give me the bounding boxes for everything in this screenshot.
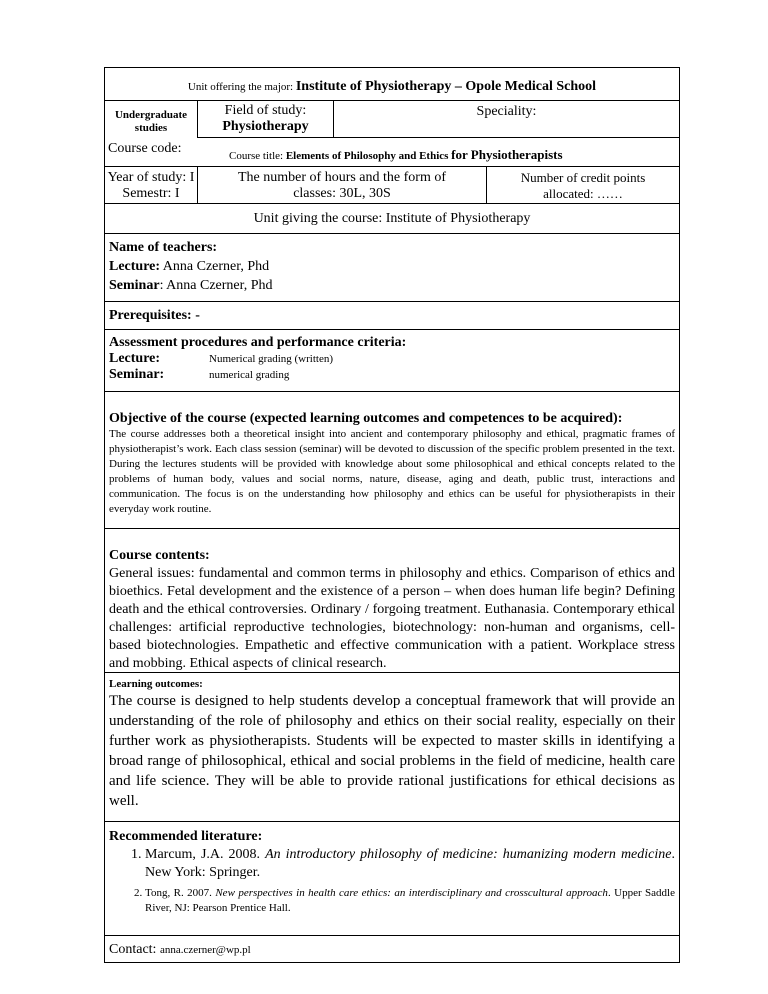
field-of-study-cell bbox=[197, 101, 333, 138]
literature-row bbox=[105, 822, 679, 936]
credits-line-1: Number of credit points bbox=[520, 170, 646, 185]
contents-text: General issues: fundamental and common terms in philosophy and ethics. Comparison of ethics and bioethics. Fetal development and the existence of a person – when does human life begin? Defining death and the ethical controversies. Ordinary / forgoing treatment. Euthanasia. Contemporary ethical challenges: artificial reproductive technologies, biotechnology: non-human and organisms, cell-based biotechnologies. Empathetic and effective communication with a patient. Workplace stress and mobbing. Ethical aspects of clinical research. bbox=[109, 566, 675, 671]
lecture-teacher-label: Lecture: bbox=[109, 259, 161, 274]
course-syllabus-table bbox=[104, 67, 680, 963]
unit-offering-value: Institute of Physiotherapy – Opole Medical School bbox=[295, 79, 597, 94]
studies-level: Undergraduate studies bbox=[114, 109, 188, 134]
contents-heading: Course contents: bbox=[109, 548, 210, 563]
assessment-lecture bbox=[109, 351, 675, 367]
outcomes-row bbox=[105, 673, 679, 822]
objective-row bbox=[105, 392, 679, 529]
seminar-teacher-value: : Anna Czerner, Phd bbox=[159, 278, 273, 293]
objective-text: The course addresses both a theoretical insight into ancient and contemporary philosophy and ethical, pragmatic frames of physiotherapist’s work. Each class session (seminar) will be devoted to discussion of the specific problem presented in the text. During the lectures students will be provided with knowledge about some philosophical and ethical concepts related to the problems of human body, values and social norms, nature, disease, aging and death, public trust, interactions and communication. The focus is on the understanding how philosophy and ethics can be useful for physiotherapists in their everyday work routine. bbox=[109, 428, 675, 515]
course-title-cell bbox=[197, 138, 679, 167]
outcomes-text: The course is designed to help students develop a conceptual framework that will provide an understanding of the role of philosophy and ethics on their social reality, especially on their further work as physiotherapists. Students will be expected to master skills in identifying a broad range of philosophical, ethical and social problems in the field of medicine, health care and life science. They will be able to provide rational justifications for ethical decisions as well. bbox=[109, 693, 675, 809]
course-title-value-end: for Physiotherapists bbox=[451, 147, 563, 162]
teachers-row bbox=[105, 234, 679, 302]
unit-giving-row: Unit giving the course: Institute of Physiotherapy bbox=[105, 204, 679, 234]
assessment-seminar bbox=[109, 367, 675, 383]
course-code-label: Course code: bbox=[108, 141, 182, 156]
contact-label: Contact: bbox=[109, 942, 160, 957]
seminar-teacher bbox=[109, 276, 675, 295]
outcomes-heading: Learning outcomes: bbox=[109, 678, 203, 690]
course-title bbox=[197, 146, 679, 164]
prerequisites-row: Prerequisites: - bbox=[105, 302, 679, 330]
studies-cell bbox=[105, 101, 197, 167]
assessment-lecture-value: Numerical grading (written) bbox=[209, 353, 334, 365]
lecture-teacher-value: Anna Czerner, Phd bbox=[160, 259, 270, 274]
hours-cell bbox=[197, 167, 487, 203]
literature-item: 1. Marcum, J.A. 2008. An introductory philosophy of medicine: humanizing modern medicine. New York: Springer. bbox=[145, 846, 675, 882]
unit-offering-label: Unit offering the major: bbox=[187, 81, 296, 93]
course-title-value: Elements of Philosophy and Ethics bbox=[285, 150, 452, 162]
contact-email[interactable]: anna.czerner@wp.pl bbox=[159, 944, 251, 956]
year-of-study: Year of study: I bbox=[107, 170, 195, 185]
course-header-block bbox=[105, 101, 679, 167]
lecture-teacher bbox=[109, 257, 675, 276]
year-cell bbox=[105, 170, 197, 202]
contact-row bbox=[105, 936, 679, 962]
field-of-study-label: Field of study: bbox=[224, 103, 307, 118]
objective-heading: Objective of the course (expected learning outcomes and competences to be acquired): bbox=[109, 411, 623, 426]
year-hours-credits-row bbox=[105, 167, 679, 204]
course-title-label: Course title: bbox=[229, 150, 286, 162]
literature-heading: Recommended literature: bbox=[109, 829, 263, 844]
assessment-row bbox=[105, 330, 679, 392]
credits-cell bbox=[487, 170, 679, 202]
credits-line-2: allocated: …… bbox=[543, 186, 623, 201]
literature-item: 2. Tong, R. 2007. New perspectives in health care ethics: an interdisciplinary and crosscultural approach. Upper Saddle River, NJ: Pearson Prentice Hall. bbox=[145, 886, 675, 916]
seminar-teacher-label: Seminar bbox=[109, 278, 160, 293]
unit-offering-row bbox=[105, 68, 679, 101]
speciality-label: Speciality: bbox=[476, 104, 537, 119]
assessment-seminar-value: numerical grading bbox=[209, 369, 290, 381]
teachers-heading: Name of teachers: bbox=[109, 240, 218, 255]
contents-row bbox=[105, 529, 679, 673]
field-of-study-value: Physiotherapy bbox=[222, 119, 309, 134]
hours-line-1: The number of hours and the form of bbox=[238, 170, 446, 185]
speciality-cell bbox=[333, 101, 679, 138]
assessment-lecture-label: Lecture: bbox=[109, 351, 161, 366]
assessment-heading: Assessment procedures and performance criteria: bbox=[109, 335, 407, 350]
assessment-seminar-label: Seminar: bbox=[109, 367, 165, 382]
hours-line-2: classes: 30L, 30S bbox=[293, 186, 391, 201]
semester: Semestr: I bbox=[122, 186, 180, 201]
